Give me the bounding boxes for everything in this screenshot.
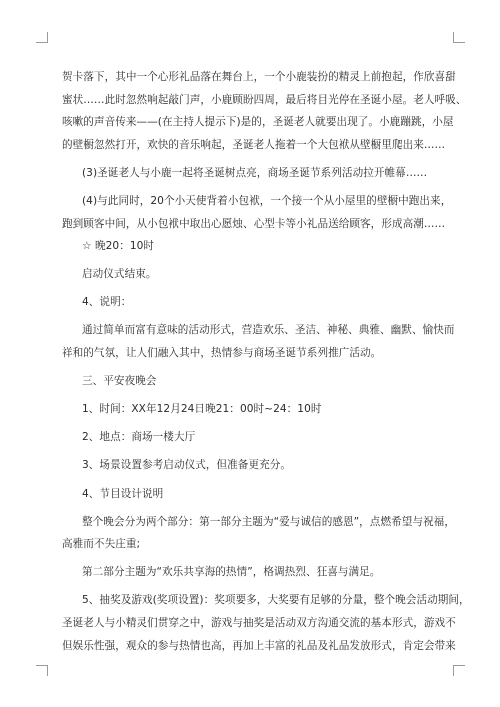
crop-mark-bottom-right [453,665,465,676]
text-line: 祥和的气氛，让人们融入其中，热情参与商场圣诞节系列推广活动。 [62,347,382,360]
section-heading: 4、说明： [82,296,132,309]
text-line: 跑到顾客中间，从小包袱中取出心愿烛、心型卡等小礼品送给顾客，形成高潮…… [62,217,446,230]
text-line: 高雅而不失庄重; [62,538,141,551]
text-line: 咳嗽的声音传来——(在主持人提示下)是的，圣诞老人就要出现了。小鹿蹦跳，小屋 [62,116,454,129]
text-line: 圣诞老人与小精灵们贯穿之中，游戏与抽奖是活动双方沟通交流的基本形式，游戏不 [62,616,456,629]
crop-mark-bottom-left [36,665,48,676]
text-line: 的壁橱忽然打开，欢快的音乐响起，圣诞老人拖着一个大包袱从壁橱里爬出来…… [62,138,446,151]
text-line: 贺卡落下，其中一个心形礼品落在舞台上，一个小鹿装扮的精灵上前抱起，作欣喜甜 [62,71,456,83]
text-line: (3)圣诞老人与小鹿一起将圣诞树点亮，商场圣诞节系列活动拉开帷幕…… [82,166,428,179]
document-body [62,66,470,657]
section-heading: 三、平安夜晚会 [82,375,157,388]
text-line: 5、抽奖及游戏(奖项设置)：奖项要多，大奖要有足够的分量，整个晚会活动期间， [82,594,470,607]
text-line: 3、场景设置参考启动仪式，但准备更充分。 [82,459,292,472]
section-heading: 4、节目设计说明 [82,487,164,500]
text-line: 整个晚会分为两个部分：第一部分主题为“爱与诚信的感恩”，点燃希望与祝福， [82,515,455,528]
text-line: 2、地点：商场一楼大厅 [82,431,196,444]
text-line: 1、时间：XX年12月24日晚21：00时~24：10时 [82,403,322,416]
crop-mark-top-left [36,32,48,43]
text-line: 启动仪式结束。 [82,268,157,281]
text-line: (4)与此同时，20个小天使背着小包袱，一个接一个从小屋里的壁橱中跑出来， [82,194,452,207]
crop-mark-top-right [453,32,465,43]
text-line: 通过简单而富有意味的活动形式，营造欢乐、圣洁、神秘、典雅、幽默、愉快而 [82,324,455,337]
text-line: 蜜状……此时忽然响起敲门声，小鹿顾盼四周，最后将目光停在圣诞小屋。老人呼吸、 [62,93,467,106]
text-line: 但娱乐性强，观众的参与热情也高，再加上丰富的礼品及礼品发放形式，肯定会带来 [62,639,456,652]
text-line: 第二部分主题为“欢乐共享海的热情”，格调热烈、狂喜与满足。 [82,566,381,579]
text-line: ☆ 晚20：10时 [82,240,155,253]
